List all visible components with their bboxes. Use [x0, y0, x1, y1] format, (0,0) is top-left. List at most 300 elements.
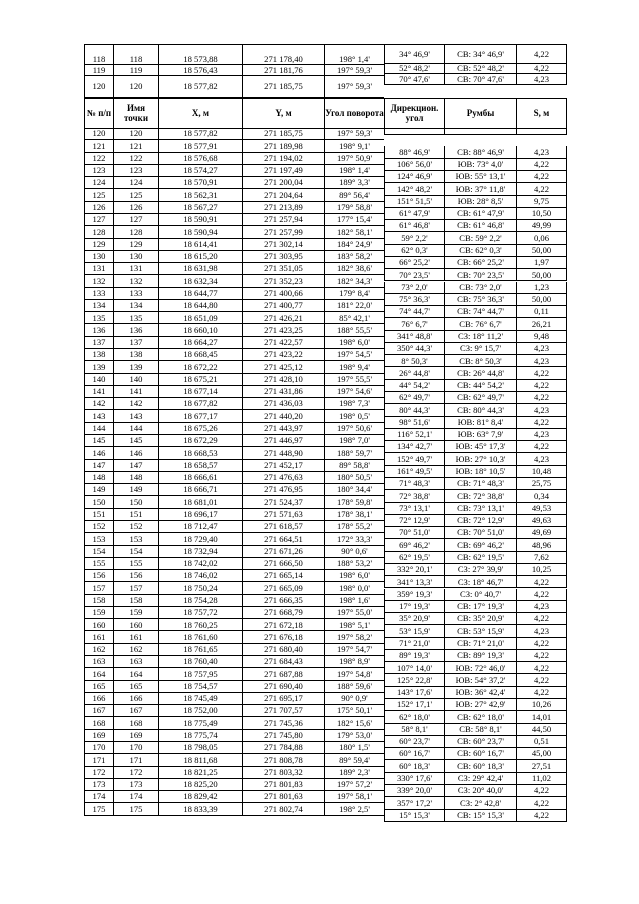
cell-s: 49,69 [516, 527, 567, 539]
cell-x: 18 761,60 [158, 631, 242, 643]
cell-angle: 197° 55,0' [324, 607, 384, 619]
cell-num: 120 [84, 76, 113, 98]
cell-num: 124 [84, 177, 113, 189]
cell-y: 271 422,57 [242, 337, 324, 349]
cell-angle: 198° 7,3' [324, 398, 384, 410]
cell-y: 271 436,03 [242, 398, 324, 410]
cell-y: 271 665,09 [242, 582, 324, 594]
cell-rumb: СВ: 35° 20,9' [444, 613, 516, 625]
cell-rumb: СВ: 60° 18,3' [444, 760, 516, 772]
cell-num: 174 [84, 791, 113, 803]
cell-s: 50,00 [516, 245, 567, 257]
cell-rumb: СВ: 62° 49,7' [444, 392, 516, 404]
cell-num: 119 [84, 65, 113, 76]
cell-name: 137 [113, 337, 158, 349]
cell-num: 156 [84, 570, 113, 582]
cell-rumb: ЮВ: 54° 37,2' [444, 674, 516, 686]
cell-dir: 107° 14,0' [384, 662, 444, 674]
cell-s: 4,22 [516, 785, 567, 797]
cell-angle: 197° 50,6' [324, 423, 384, 435]
cell-angle: 182° 15,6' [324, 717, 384, 729]
cell-x: 18 757,72 [158, 607, 242, 619]
cell-x: 18 775,49 [158, 717, 242, 729]
cell-y: 271 664,51 [242, 533, 324, 545]
cell-x: 18 576,43 [158, 65, 242, 76]
cell-name: 138 [113, 349, 158, 361]
cell-angle: 198° 6,0' [324, 337, 384, 349]
cell-num: 118 [84, 54, 113, 65]
cell-y: 271 745,80 [242, 730, 324, 742]
cell-rumb: СВ: 74° 44,7' [444, 306, 516, 318]
cell-dir: 17° 19,3' [384, 601, 444, 613]
cell-s: 4,23 [516, 404, 567, 416]
cell-rumb: ЮВ: 81° 8,4' [444, 417, 516, 429]
cell-dir: 161° 49,5' [384, 466, 444, 478]
cell-s: 4,23 [516, 453, 567, 465]
cell-s: 0,06 [516, 232, 567, 244]
cell-dir: 106° 56,0' [384, 159, 444, 171]
cell-dir: 142° 48,2' [384, 183, 444, 195]
cell-rumb: ЮВ: 27° 10,3' [444, 453, 516, 465]
cell-y: 271 666,50 [242, 558, 324, 570]
cell-dir: 53° 15,9' [384, 625, 444, 637]
cell-s: 26,21 [516, 318, 567, 330]
cell-y: 271 690,40 [242, 681, 324, 693]
cell-angle: 188° 53,2' [324, 558, 384, 570]
cell-rumb: ЮВ: 72° 46,0' [444, 662, 516, 674]
cell-y: 271 476,95 [242, 484, 324, 496]
cell-angle: 188° 55,5' [324, 324, 384, 336]
cell-x: 18 574,27 [158, 165, 242, 177]
cell-s: 14,01 [516, 711, 567, 723]
cell-y: 271 425,12 [242, 361, 324, 373]
cell-num: 173 [84, 779, 113, 791]
cell-s: 4,22 [516, 638, 567, 650]
cell-y: 271 257,99 [242, 226, 324, 238]
cell-s: 25,75 [516, 478, 567, 490]
cell-s: 4,22 [516, 171, 567, 183]
cell-dir: 61° 46,8' [384, 220, 444, 232]
cell-dir: 35° 20,9' [384, 613, 444, 625]
cell-name: 140 [113, 374, 158, 386]
cell-dir: 134° 42,7' [384, 441, 444, 453]
cell-angle: 197° 54,7' [324, 644, 384, 656]
cell-y: 271 665,14 [242, 570, 324, 582]
cell-s: 49,63 [516, 515, 567, 527]
cell-x: 18 666,71 [158, 484, 242, 496]
cell-x: 18 750,24 [158, 582, 242, 594]
cell-name: 159 [113, 607, 158, 619]
cell-x: 18 775,74 [158, 730, 242, 742]
cell-dir: 34° 46,9' [384, 45, 444, 64]
cell-x: 18 577,91 [158, 140, 242, 152]
cell-num: 140 [84, 374, 113, 386]
cell-angle: 90° 0,6' [324, 546, 384, 558]
cell-name: 149 [113, 484, 158, 496]
cell-dir: 73° 13,1' [384, 503, 444, 515]
cell-dir: 44° 54,2' [384, 380, 444, 392]
cell-y: 271 204,64 [242, 189, 324, 201]
cell-y: 271 352,23 [242, 275, 324, 287]
cell-dir: 59° 2,2' [384, 232, 444, 244]
header-s: S, м [516, 99, 567, 129]
cell-s: 50,00 [516, 269, 567, 281]
cell-angle: 197° 55,5' [324, 374, 384, 386]
cell-dir: 71° 21,0' [384, 638, 444, 650]
cell-num: 164 [84, 668, 113, 680]
cell-name: 161 [113, 631, 158, 643]
cell-rumb: ЮВ: 55° 13,1' [444, 171, 516, 183]
cell-rumb: СВ: 15° 15,3' [444, 810, 516, 822]
cell-dir: 75° 36,3' [384, 294, 444, 306]
cell-y: 271 803,32 [242, 767, 324, 779]
cell-dir: 52° 48,2' [384, 63, 444, 74]
cell-rumb: СВ: 34° 46,9' [444, 45, 516, 64]
cell-dir: 152° 49,7' [384, 453, 444, 465]
cell-num: 167 [84, 705, 113, 717]
cell-angle: 175° 50,1' [324, 705, 384, 717]
cell-x: 18 732,94 [158, 546, 242, 558]
cell-s: 10,50 [516, 208, 567, 220]
cell-name: 135 [113, 312, 158, 324]
cell-y: 271 676,18 [242, 631, 324, 643]
cell-rumb: СВ: 71° 48,3' [444, 478, 516, 490]
cell-num: 157 [84, 582, 113, 594]
cell-angle: 90° 0,9' [324, 693, 384, 705]
cell-num: 127 [84, 214, 113, 226]
cell-angle: 179° 53,0' [324, 730, 384, 742]
cell-angle: 179° 58,8' [324, 202, 384, 214]
cell-dir: 341° 13,3' [384, 576, 444, 588]
cell-angle: 188° 59,6' [324, 681, 384, 693]
cell-dir: 26° 44,8' [384, 367, 444, 379]
cell-name: 128 [113, 226, 158, 238]
cell-rumb: СВ: 26° 44,8' [444, 367, 516, 379]
cell-angle: 197° 54,5' [324, 349, 384, 361]
cell-num: 129 [84, 239, 113, 251]
cell-dir: 152° 17,1' [384, 699, 444, 711]
cell-y: 271 448,90 [242, 447, 324, 459]
cell-y: 271 426,21 [242, 312, 324, 324]
cell-num: 128 [84, 226, 113, 238]
cell-y: 271 446,97 [242, 435, 324, 447]
cell-rumb: ЮВ: 45° 17,3' [444, 441, 516, 453]
table-row-direction [84, 810, 567, 822]
cell-angle: 178° 59,8' [324, 496, 384, 508]
cell-rumb: СВ: 53° 15,9' [444, 625, 516, 637]
cell-rumb: СВ: 75° 36,3' [444, 294, 516, 306]
cell-num: 172 [84, 767, 113, 779]
cell-s: 4,23 [516, 429, 567, 441]
cell-name: 160 [113, 619, 158, 631]
cell-name: 131 [113, 263, 158, 275]
cell-rumb: СВ: 60° 16,7' [444, 748, 516, 760]
cell-s: 4,22 [516, 576, 567, 588]
cell-rumb: СЗ: 27° 39,9' [444, 564, 516, 576]
cell-dir: 350° 44,3' [384, 343, 444, 355]
cell-y: 271 181,76 [242, 65, 324, 76]
cell-x: 18 567,27 [158, 202, 242, 214]
cell-dir: 72° 12,9' [384, 515, 444, 527]
cell-x: 18 658,57 [158, 460, 242, 472]
cell-name: 172 [113, 767, 158, 779]
cell-rumb: СЗ: 9° 15,7' [444, 343, 516, 355]
cell-num: 148 [84, 472, 113, 484]
cell-dir: 124° 46,9' [384, 171, 444, 183]
cell-name: 147 [113, 460, 158, 472]
cell-name: 151 [113, 509, 158, 521]
cell-angle: 189° 3,3' [324, 177, 384, 189]
cell-y: 271 423,22 [242, 349, 324, 361]
cell-num: 126 [84, 202, 113, 214]
cell-angle: 89° 59,4' [324, 754, 384, 766]
cell-dir: 151° 51,5' [384, 196, 444, 208]
cell-x: 18 760,40 [158, 656, 242, 668]
cell-name: 127 [113, 214, 158, 226]
cell-num: 154 [84, 546, 113, 558]
cell-s: 4,23 [516, 355, 567, 367]
cell-dir: 70° 47,6' [384, 74, 444, 85]
cell-s: 4,22 [516, 63, 567, 74]
cell-num: 159 [84, 607, 113, 619]
cell-name: 136 [113, 324, 158, 336]
cell-dir: 98° 51,6' [384, 417, 444, 429]
cell-num: 163 [84, 656, 113, 668]
cell-s: 4,22 [516, 159, 567, 171]
cell-angle: 85° 42,1' [324, 312, 384, 324]
cell-num: 171 [84, 754, 113, 766]
cell-dir: 66° 25,2' [384, 257, 444, 269]
cell-rumb: СВ: 44° 54,2' [444, 380, 516, 392]
cell-name: 126 [113, 202, 158, 214]
cell-x: 18 761,65 [158, 644, 242, 656]
cell-rumb: СВ: 88° 46,9' [444, 146, 516, 158]
cell-y: 271 200,04 [242, 177, 324, 189]
cell-rumb [444, 128, 516, 135]
cell-name: 139 [113, 361, 158, 373]
cell-y: 271 707,57 [242, 705, 324, 717]
cell-name: 134 [113, 300, 158, 312]
cell-y: 271 431,86 [242, 386, 324, 398]
cell-s: 9,48 [516, 331, 567, 343]
cell-rumb: СВ: 76° 6,7' [444, 318, 516, 330]
cell-rumb: СВ: 60° 23,7' [444, 736, 516, 748]
cell-dir: 60° 16,7' [384, 748, 444, 760]
cell-rumb: СВ: 72° 12,9' [444, 515, 516, 527]
cell-angle: 198° 0,0' [324, 582, 384, 594]
cell-s: 4,22 [516, 589, 567, 601]
cell-s: 4,22 [516, 650, 567, 662]
cell-s: 4,22 [516, 417, 567, 429]
cell-s: 49,99 [516, 220, 567, 232]
cell-num: 121 [84, 140, 113, 152]
cell-num: 153 [84, 533, 113, 545]
cell-angle: 197° 58,1' [324, 791, 384, 803]
cell-y: 271 351,05 [242, 263, 324, 275]
cell-angle: 197° 59,3' [324, 128, 384, 140]
cell-name: 166 [113, 693, 158, 705]
cell-y: 271 802,74 [242, 803, 324, 815]
cell-dir: 74° 44,7' [384, 306, 444, 318]
cell-s: 4,23 [516, 146, 567, 158]
header-name: Имя точки [113, 99, 158, 129]
cell-rumb: ЮВ: 73° 4,0' [444, 159, 516, 171]
cell-s: 4,23 [516, 601, 567, 613]
cell-y: 271 571,63 [242, 509, 324, 521]
cell-x: 18 696,17 [158, 509, 242, 521]
cell-angle: 189° 2,3' [324, 767, 384, 779]
cell-s: 49,53 [516, 503, 567, 515]
cell-y: 271 400,66 [242, 288, 324, 300]
cell-rumb: ЮВ: 63° 7,9' [444, 429, 516, 441]
cell-angle: 182° 58,1' [324, 226, 384, 238]
header-num: № п/п [84, 99, 113, 129]
cell-name: 129 [113, 239, 158, 251]
cell-s: 1,97 [516, 257, 567, 269]
cell-x: 18 577,82 [158, 76, 242, 98]
header-angle: Угол поворота [324, 99, 384, 129]
cell-num: 123 [84, 165, 113, 177]
cell-rumb: СВ: 80° 44,3' [444, 404, 516, 416]
table-row [84, 76, 567, 98]
cell-name: 155 [113, 558, 158, 570]
cell-rumb: СВ: 61° 46,8' [444, 220, 516, 232]
cell-name: 130 [113, 251, 158, 263]
cell-x: 18 577,82 [158, 128, 242, 140]
cell-angle: 89° 56,4' [324, 189, 384, 201]
cell-y: 271 302,14 [242, 239, 324, 251]
cell-num: 146 [84, 447, 113, 459]
cell-x: 18 660,10 [158, 324, 242, 336]
cell-x: 18 576,68 [158, 153, 242, 165]
cell-name: 120 [113, 76, 158, 98]
cell-rumb: СВ: 73° 2,0' [444, 282, 516, 294]
cell-rumb: СВ: 62° 19,5' [444, 552, 516, 564]
cell-dir: 60° 23,7' [384, 736, 444, 748]
cell-angle: 198° 9,1' [324, 140, 384, 152]
cell-angle: 172° 33,3' [324, 533, 384, 545]
cell-s: 4,22 [516, 367, 567, 379]
cell-x: 18 615,20 [158, 251, 242, 263]
cell-dir: 69° 46,2' [384, 539, 444, 551]
cell-dir: 116° 52,1' [384, 429, 444, 441]
cell-angle: 198° 5,1' [324, 619, 384, 631]
cell-num: 135 [84, 312, 113, 324]
cell-x: 18 562,31 [158, 189, 242, 201]
cell-name: 156 [113, 570, 158, 582]
cell-rumb: СВ: 52° 48,2' [444, 63, 516, 74]
cell-s: 4,22 [516, 380, 567, 392]
cell-x: 18 798,05 [158, 742, 242, 754]
cell-s: 4,23 [516, 625, 567, 637]
cell-angle: 180° 1,5' [324, 742, 384, 754]
cell-angle: 182° 38,6' [324, 263, 384, 275]
cell-y: 271 668,79 [242, 607, 324, 619]
cell-s: 48,96 [516, 539, 567, 551]
cell-angle: 197° 50,9' [324, 153, 384, 165]
cell-dir: 61° 47,9' [384, 208, 444, 220]
cell-rumb: СВ: 72° 38,8' [444, 490, 516, 502]
cell-x: 18 668,53 [158, 447, 242, 459]
cell-x: 18 754,57 [158, 681, 242, 693]
cell-name: 141 [113, 386, 158, 398]
cell-num: 139 [84, 361, 113, 373]
cell-dir: 62° 0,3' [384, 245, 444, 257]
cell-num: 136 [84, 324, 113, 336]
cell-x: 18 590,94 [158, 226, 242, 238]
cell-y: 271 680,40 [242, 644, 324, 656]
cell-x: 18 821,25 [158, 767, 242, 779]
cell-x: 18 811,68 [158, 754, 242, 766]
cell-rumb: СЗ: 18° 11,2' [444, 331, 516, 343]
cell-dir: 125° 22,8' [384, 674, 444, 686]
cell-s: 0,34 [516, 490, 567, 502]
cell-angle: 180° 50,5' [324, 472, 384, 484]
cell-num: 145 [84, 435, 113, 447]
cell-y: 271 671,26 [242, 546, 324, 558]
cell-x: 18 570,91 [158, 177, 242, 189]
cell-angle: 179° 8,4' [324, 288, 384, 300]
cell-x: 18 712,47 [158, 521, 242, 533]
cell-y: 271 189,98 [242, 140, 324, 152]
cell-s: 1,23 [516, 282, 567, 294]
cell-name: 119 [113, 65, 158, 76]
cell-angle: 89° 58,8' [324, 460, 384, 472]
cell-dir: 339° 20,0' [384, 785, 444, 797]
cell-x: 18 644,77 [158, 288, 242, 300]
cell-s: 4,22 [516, 810, 567, 822]
cell-x: 18 760,25 [158, 619, 242, 631]
cell-s: 7,62 [516, 552, 567, 564]
cell-num: 133 [84, 288, 113, 300]
cell-angle: 188° 59,7' [324, 447, 384, 459]
cell-y: 271 476,63 [242, 472, 324, 484]
cell-name: 165 [113, 681, 158, 693]
cell-y: 271 197,49 [242, 165, 324, 177]
cell-num: 160 [84, 619, 113, 631]
cell-angle: 178° 55,2' [324, 521, 384, 533]
cell-num: 131 [84, 263, 113, 275]
cell-y: 271 443,97 [242, 423, 324, 435]
cell-name: 158 [113, 595, 158, 607]
cell-num: 155 [84, 558, 113, 570]
cell-rumb: ЮВ: 37° 11,8' [444, 183, 516, 195]
cell-name: 132 [113, 275, 158, 287]
cell-y: 271 185,75 [242, 128, 324, 140]
cell-num: 125 [84, 189, 113, 201]
header-x: X, м [158, 99, 242, 129]
cell-dir [384, 128, 444, 135]
cell-x: 18 681,01 [158, 496, 242, 508]
cell-num: 175 [84, 803, 113, 815]
cell-y: 271 440,20 [242, 410, 324, 422]
cell-s: 0,51 [516, 736, 567, 748]
cell-s: 9,75 [516, 196, 567, 208]
cell-num: 165 [84, 681, 113, 693]
cell-x: 18 590,91 [158, 214, 242, 226]
cell-num: 169 [84, 730, 113, 742]
cell-dir: 359° 19,3' [384, 589, 444, 601]
cell-name: 169 [113, 730, 158, 742]
cell-y: 271 178,40 [242, 54, 324, 65]
cell-rumb: СВ: 58° 8,1' [444, 724, 516, 736]
cell-x: 18 833,39 [158, 803, 242, 815]
cell-s: 4,22 [516, 45, 567, 64]
cell-dir: 330° 17,6' [384, 773, 444, 785]
cell-y: 271 185,75 [242, 76, 324, 98]
cell-y: 271 423,25 [242, 324, 324, 336]
cell-num: 166 [84, 693, 113, 705]
